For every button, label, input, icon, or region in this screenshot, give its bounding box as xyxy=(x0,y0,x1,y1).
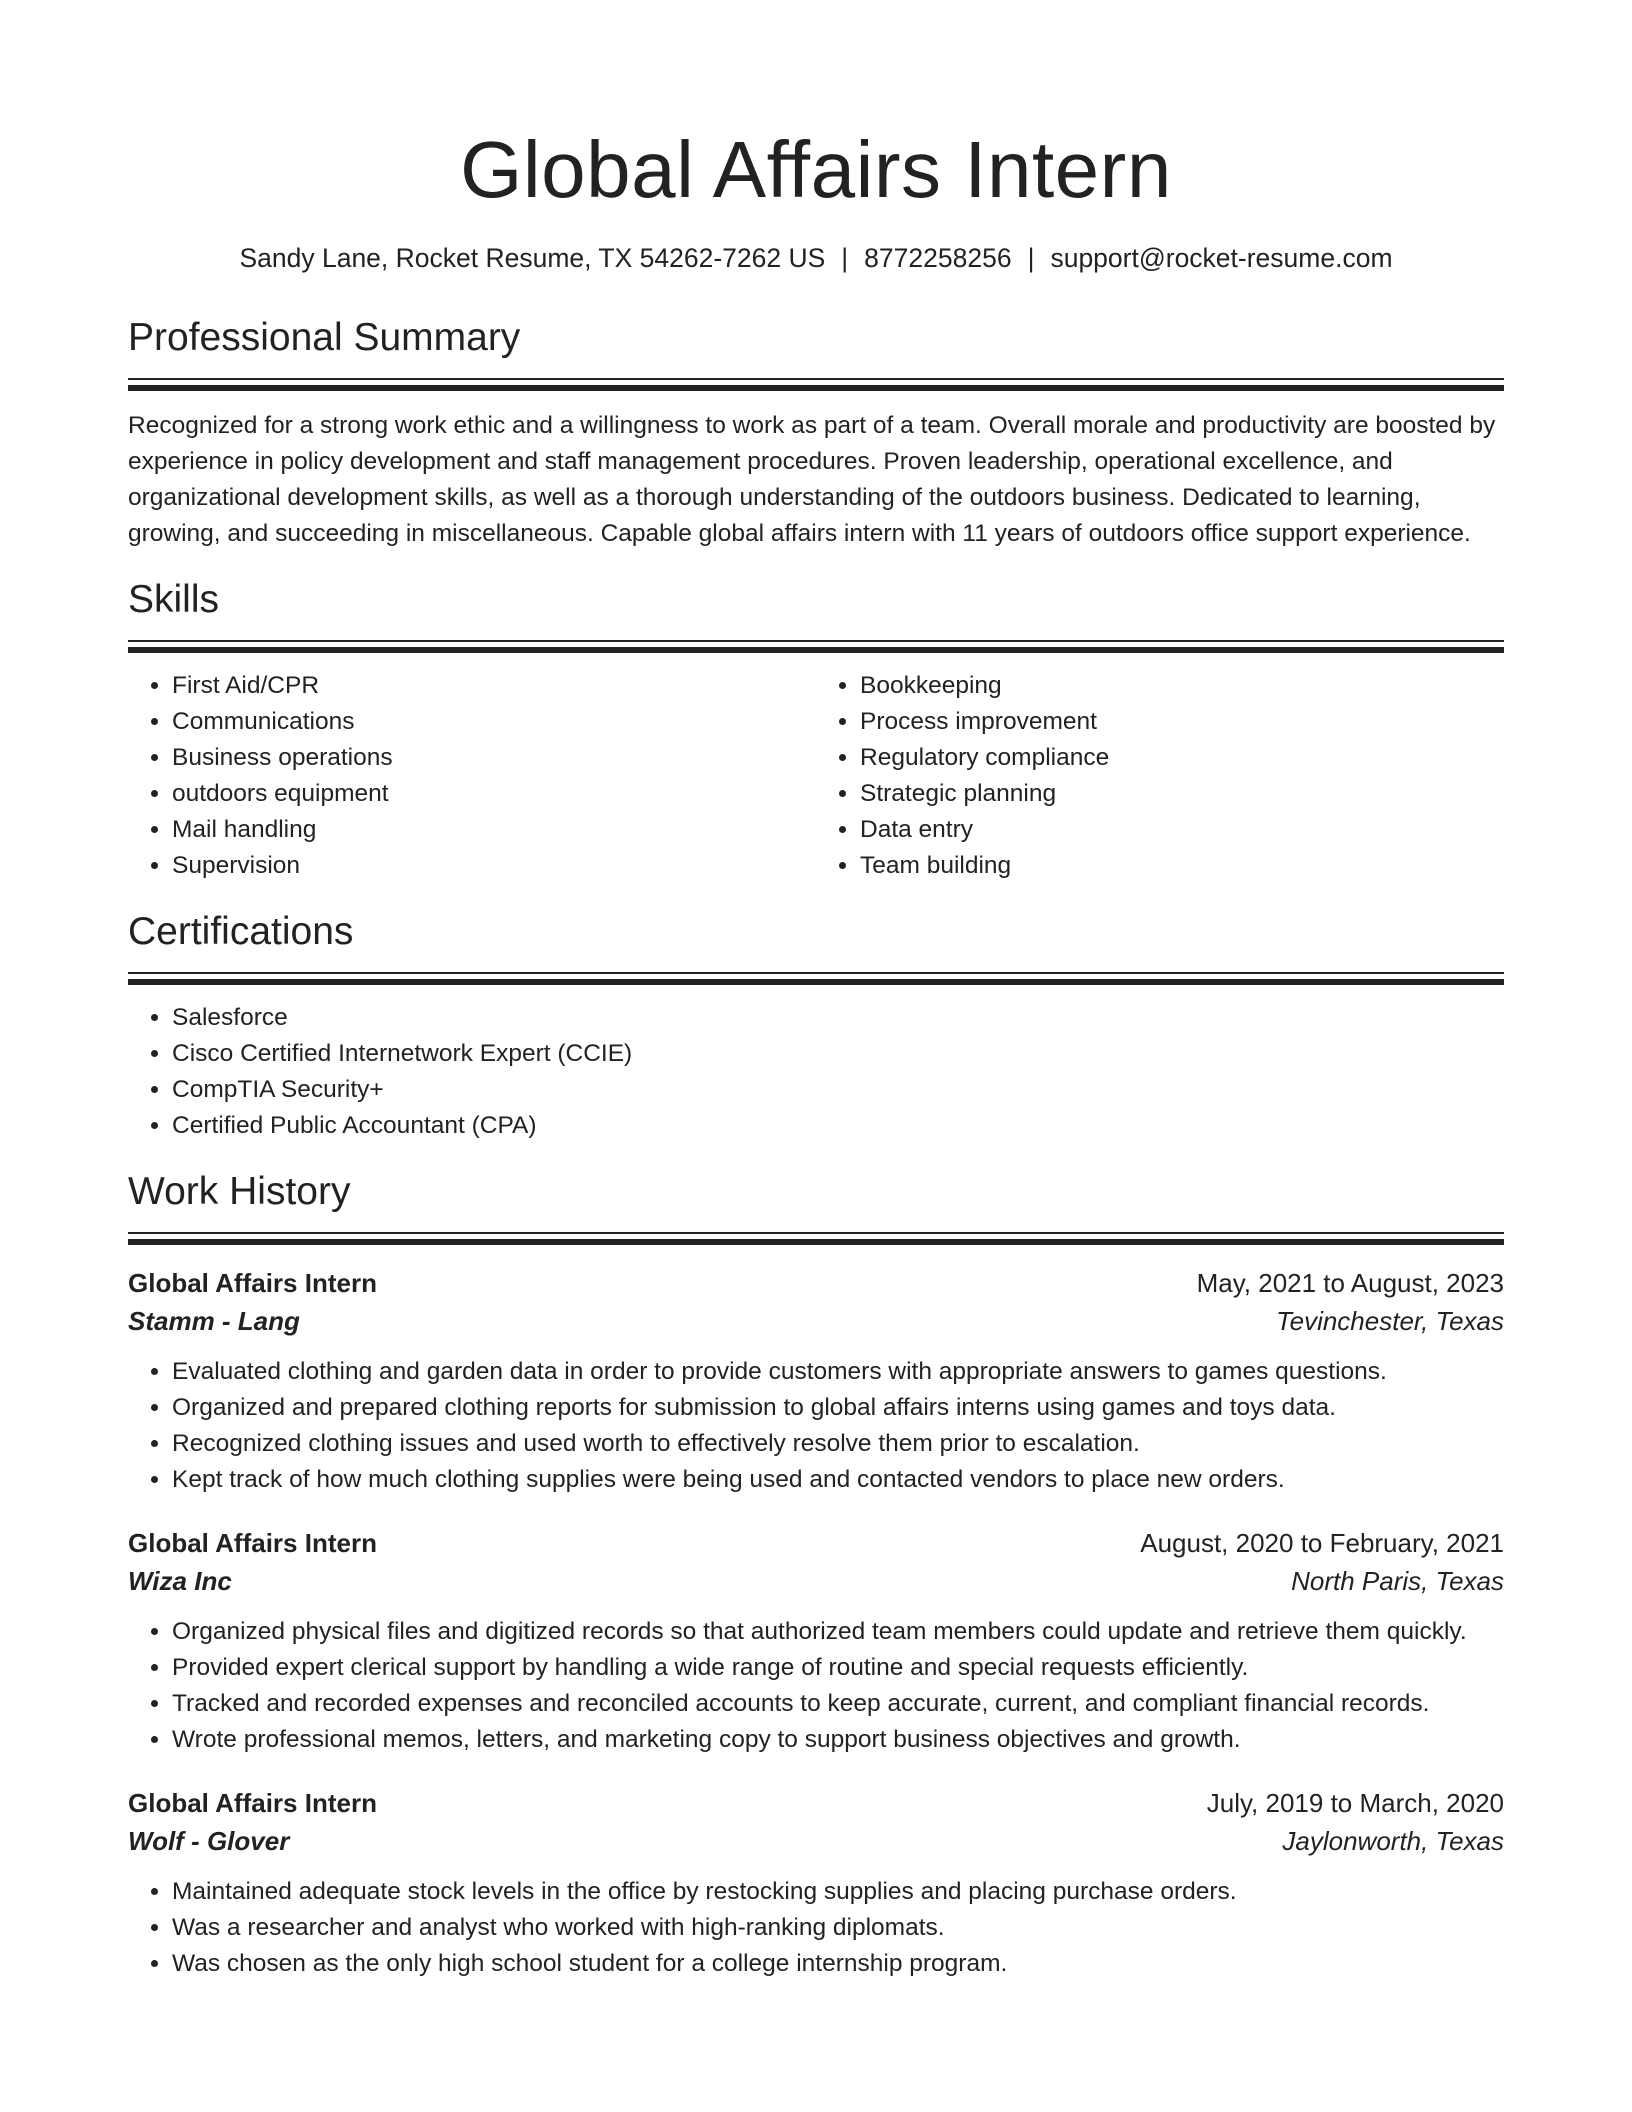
job-bullet: • Was a researcher and analyst who worked with high-ranking diplomats. xyxy=(172,1910,1504,1946)
job-dates: August, 2020 to February, 2021 xyxy=(1140,1528,1504,1558)
job-bullet: • Recognized clothing issues and used worth to effectively resolve them prior to escalation. xyxy=(172,1426,1504,1462)
work-history-section xyxy=(128,1166,1504,1982)
certifications-list xyxy=(128,1000,1504,1144)
certification-item: • Certified Public Accountant (CPA) xyxy=(172,1108,1504,1144)
job-bullets xyxy=(128,1614,1504,1758)
skills-section xyxy=(128,574,1504,884)
job-title: Global Affairs Intern xyxy=(128,1268,377,1298)
job-bullet: • Wrote professional memos, letters, and marketing copy to support business objectives and growth. xyxy=(172,1722,1504,1758)
job-entry xyxy=(128,1524,1504,1758)
section-divider xyxy=(128,1232,1504,1246)
skills-list-right xyxy=(816,668,1504,884)
skill-item: • Team building xyxy=(860,848,1504,884)
contact-email: support@rocket-resume.com xyxy=(1050,243,1393,273)
job-bullets xyxy=(128,1874,1504,1982)
job-bullet: • Organized and prepared clothing reports for submission to global affairs interns using games and toys data. xyxy=(172,1390,1504,1426)
skill-item: • Mail handling xyxy=(172,812,816,848)
certification-item: • Cisco Certified Internetwork Expert (CCIE) xyxy=(172,1036,1504,1072)
skill-item: • Strategic planning xyxy=(860,776,1504,812)
job-entry xyxy=(128,1784,1504,1982)
job-bullet: • Tracked and recorded expenses and reconciled accounts to keep accurate, current, and compliant financial records. xyxy=(172,1686,1504,1722)
certification-item: • Salesforce xyxy=(172,1000,1504,1036)
section-divider xyxy=(128,378,1504,392)
skill-item: • Process improvement xyxy=(860,704,1504,740)
job-dates: May, 2021 to August, 2023 xyxy=(1196,1268,1504,1298)
job-location: Tevinchester, Texas xyxy=(1276,1306,1504,1336)
job-location: North Paris, Texas xyxy=(1291,1566,1504,1596)
job-company: Wolf - Glover xyxy=(128,1826,290,1856)
certification-item: • CompTIA Security+ xyxy=(172,1072,1504,1108)
job-company: Wiza Inc xyxy=(128,1566,232,1596)
certifications-section xyxy=(128,906,1504,1144)
contact-separator: | xyxy=(1027,243,1035,273)
resume-name: Global Affairs Intern xyxy=(460,125,1172,214)
job-company-row xyxy=(128,1562,1504,1600)
job-title: Global Affairs Intern xyxy=(128,1528,377,1558)
section-divider xyxy=(128,972,1504,986)
skills-columns xyxy=(128,668,1504,884)
section-title-work-history: Work History xyxy=(128,1170,351,1213)
contact-address: Sandy Lane, Rocket Resume, TX 54262-7262 US xyxy=(239,243,826,273)
job-bullet: • Organized physical files and digitized records so that authorized team members could update and retrieve them quickly. xyxy=(172,1614,1504,1650)
section-divider xyxy=(128,640,1504,654)
contact-separator: | xyxy=(841,243,849,273)
job-bullet: • Was chosen as the only high school student for a college internship program. xyxy=(172,1946,1504,1982)
job-title: Global Affairs Intern xyxy=(128,1788,377,1818)
summary-text: Recognized for a strong work ethic and a willingness to work as part of a team. Overall morale and productivity are boosted by experience in policy development and staff management procedures. Proven leadership, operational excellence, and organizational development skills, as well as a thorough understanding of the outdoors business. Dedicated to learning, growing, and succeeding in miscellaneous. Capable global affairs intern with 11 years of outdoors office support experience. xyxy=(128,412,1496,547)
job-bullet: • Kept track of how much clothing supplies were being used and contacted vendors to place new orders. xyxy=(172,1462,1504,1498)
section-title-certifications: Certifications xyxy=(128,910,354,953)
contact-line xyxy=(128,240,1504,276)
summary-section xyxy=(128,312,1504,552)
section-title-summary: Professional Summary xyxy=(128,316,521,359)
job-company: Stamm - Lang xyxy=(128,1306,300,1336)
job-bullets xyxy=(128,1354,1504,1498)
skill-item: • Bookkeeping xyxy=(860,668,1504,704)
job-header-row xyxy=(128,1264,1504,1302)
job-bullet: • Maintained adequate stock levels in the office by restocking supplies and placing purchase orders. xyxy=(172,1874,1504,1910)
skill-item: • First Aid/CPR xyxy=(172,668,816,704)
job-dates: July, 2019 to March, 2020 xyxy=(1206,1788,1504,1818)
job-company-row xyxy=(128,1302,1504,1340)
skill-item: • outdoors equipment xyxy=(172,776,816,812)
skill-item: • Communications xyxy=(172,704,816,740)
contact-phone: 8772258256 xyxy=(864,243,1012,273)
job-company-row xyxy=(128,1822,1504,1860)
skill-item: • Data entry xyxy=(860,812,1504,848)
job-location: Jaylonworth, Texas xyxy=(1282,1826,1504,1856)
job-entry xyxy=(128,1264,1504,1498)
job-header-row xyxy=(128,1524,1504,1562)
skill-item: • Regulatory compliance xyxy=(860,740,1504,776)
skills-list-left xyxy=(128,668,816,884)
skill-item: • Supervision xyxy=(172,848,816,884)
job-bullet: • Provided expert clerical support by handling a wide range of routine and special requests efficiently. xyxy=(172,1650,1504,1686)
section-title-skills: Skills xyxy=(128,578,220,621)
job-header-row xyxy=(128,1784,1504,1822)
skill-item: • Business operations xyxy=(172,740,816,776)
job-bullet: • Evaluated clothing and garden data in order to provide customers with appropriate answers to games questions. xyxy=(172,1354,1504,1390)
